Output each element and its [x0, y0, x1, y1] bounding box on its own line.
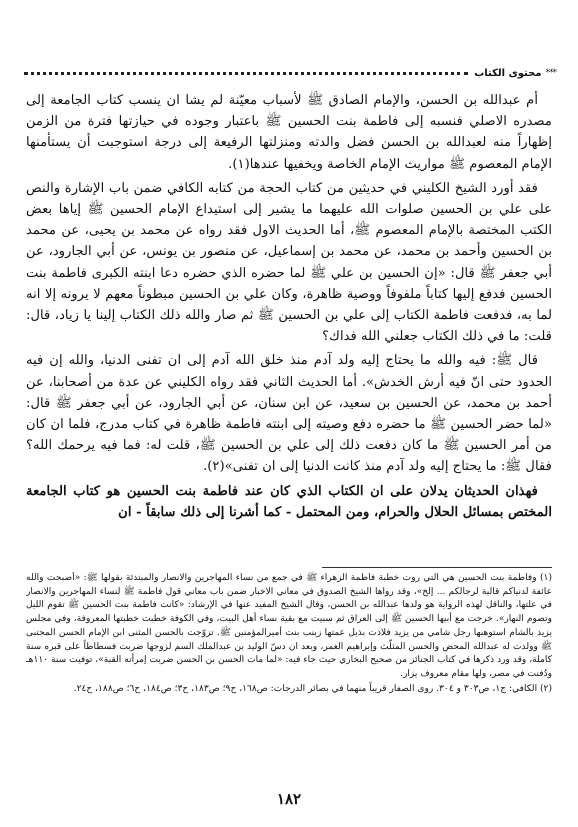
footnote: (١) وفاطمة بنت الحسين هي التي روت خطبة فاطمة الزهراء ﷺ في جمع من نساء المهاجرين والانصار والمبتدئة بقولها ﷺ: «أصبحت والله عائفة لدنياكم قالية لرجالكم ... إلخ»، وقد رواها الشيخ الصدوق في معاني الاخبار ضمن باب معاني قول فاطمة ﷺ لنساء المهاجرين والانصار في علتها، والناقل لهذه الرواية هو ولدها عبدالله بن الحسن، وقال الشيخ المفيد عنها في الإرشاد: «كانت فاطمة بنت الحسين ﷺ تقوم الليل وتصوم النهار». خرجت مع أبيها الحسين ﷺ إلى العراق ثم سبيت مع بقية نساء أهل البيت، وفي الكوفة خطبت خطبتها المعروفة، وفي مجلس يزيد بالشام استوهبها رجل شامي من يزيد فلاذت بذيل عمتها زينب بنت أميرالمؤمنين ﷺ. تزوّجت بالحسن المثنى ابن الإمام الحسن المجتبى ﷺ وولدت له عبدالله المحض والحسن المثلّث وإبراهيم الغمر، وبعد ان دسّ الوليد بن عبدالملك السم لزوجها ضربت فسطاطاً على قبره سنة كاملة، وقد ورد ذكرها في كتاب الجنائز من صحيح البخاري حيث جاء فيه: «لما مات الحسن بن الحسن ضربت إمرأته القبة»، توفيت سنة ١١٠هـ ودُفنت في مصر، ولها مقام معروف يزار. [26, 573, 552, 679]
header-dotted-rule [24, 72, 468, 75]
header-title: محتوى الكتاب [474, 67, 542, 79]
footnote-separator [322, 567, 552, 568]
footnotes [26, 572, 552, 784]
paragraph: فهذان الحديثان يدلان على ان الكتاب الذي كان عند فاطمة بنت الحسين هو كتاب الجامعة المختص بمسائل الحلال والحرام، ومن المحتمل - كما أشرنا إلى ذلك سابقاً - ان [26, 483, 552, 520]
header-stars: *** [545, 68, 556, 78]
footnote: (٢) الكافي: ج١، ص٣٠٣ و ٣٠٤. روى الصفار قريباً منهما في بصائر الدرجات: ص١٦٨، ح٩؛ ص١٨٣، ح٣؛ ص١٨٤، ح٦؛ ص١٨٨، ح٢٤. [73, 683, 552, 694]
page-number: ١٨٢ [276, 790, 302, 808]
running-header [22, 64, 556, 82]
main-text [26, 90, 552, 565]
paragraph: فقد أورد الشيخ الكليني في حديثين من كتاب الحجة من كتابه الكافي ضمن باب الإشارة والنص على علي بن الحسين صلوات الله عليهما ما يشير إلى استيداع الإمام الحسين ﷺ إياها بعض الكتب المختصة بالإمام المعصوم ﷺ، أما الحديث الاول فقد رواه عن محمد بن يحيى، عن محمد بن الحسين وأحمد بن محمد، عن محمد بن إسماعيل، عن منصور بن يونس، عن أبي الجارود، عن أبي جعفر ﷺ قال: «إن الحسين بن علي ﷺ لما حضره الذي حضره دعا ابنته الكبرى فاطمة بنت الحسين فدفع إليها كتاباً ملفوفاً ووصية ظاهرة، وكان علي بن الحسين مبطوناً معهم لا يرونه إلا انه لما به، فدفعت فاطمة الكتاب إلى علي بن الحسين ﷺ ثم صار والله ذلك الكتاب إلينا يا زياد، قال: قلت: ما في ذلك الكتاب جعلني الله فداك؟ [26, 180, 552, 345]
paragraph: أم عبدالله بن الحسن، والإمام الصادق ﷺ لأسباب معيّنة لم يشا ان ينسب كتاب الجامعة إلى مصدره الاصلي فنسبه إلى فاطمة بنت الحسين ﷺ باعتبار وجوده في حيازتها فترة من الزمن إظهاراً منه لعبدالله بن الحسن فضل والدته ومنزلتها الرفيعة إلى درجة استوجبت أن يستأمنها الإمام المعصوم ﷺ مواريث الإمام الخاصة ويخفيها عندها(١). [26, 93, 552, 172]
paragraph: قال ﷺ: فيه والله ما يحتاج إليه ولد آدم منذ خلق الله آدم إلى ان تفنى الدنيا، والله إن فيه الحدود حتى انّ فيه أرش الخدش». أما الحديث الثاني فقد رواه الكليني عن عدة من أصحابنا، عن أحمد بن محمد، عن الحسين بن سعيد، عن ابن سنان، عن أبي الجارود، عن أبي جعفر ﷺ قال: «لما حضر الحسين ﷺ ما حضره دفع وصيته إلى ابنته فاطمة ظاهرة في كتاب مدرج، فلما ان كان من أمر الحسين ﷺ ما كان دفعت ذلك إلى علي بن الحسين ﷺ، قلت له: فما فيه يرحمك الله؟ فقال ﷺ: ما يحتاج إليه ولد آدم منذ كانت الدنيا إلى ان تفنى»(٢). [26, 353, 552, 475]
